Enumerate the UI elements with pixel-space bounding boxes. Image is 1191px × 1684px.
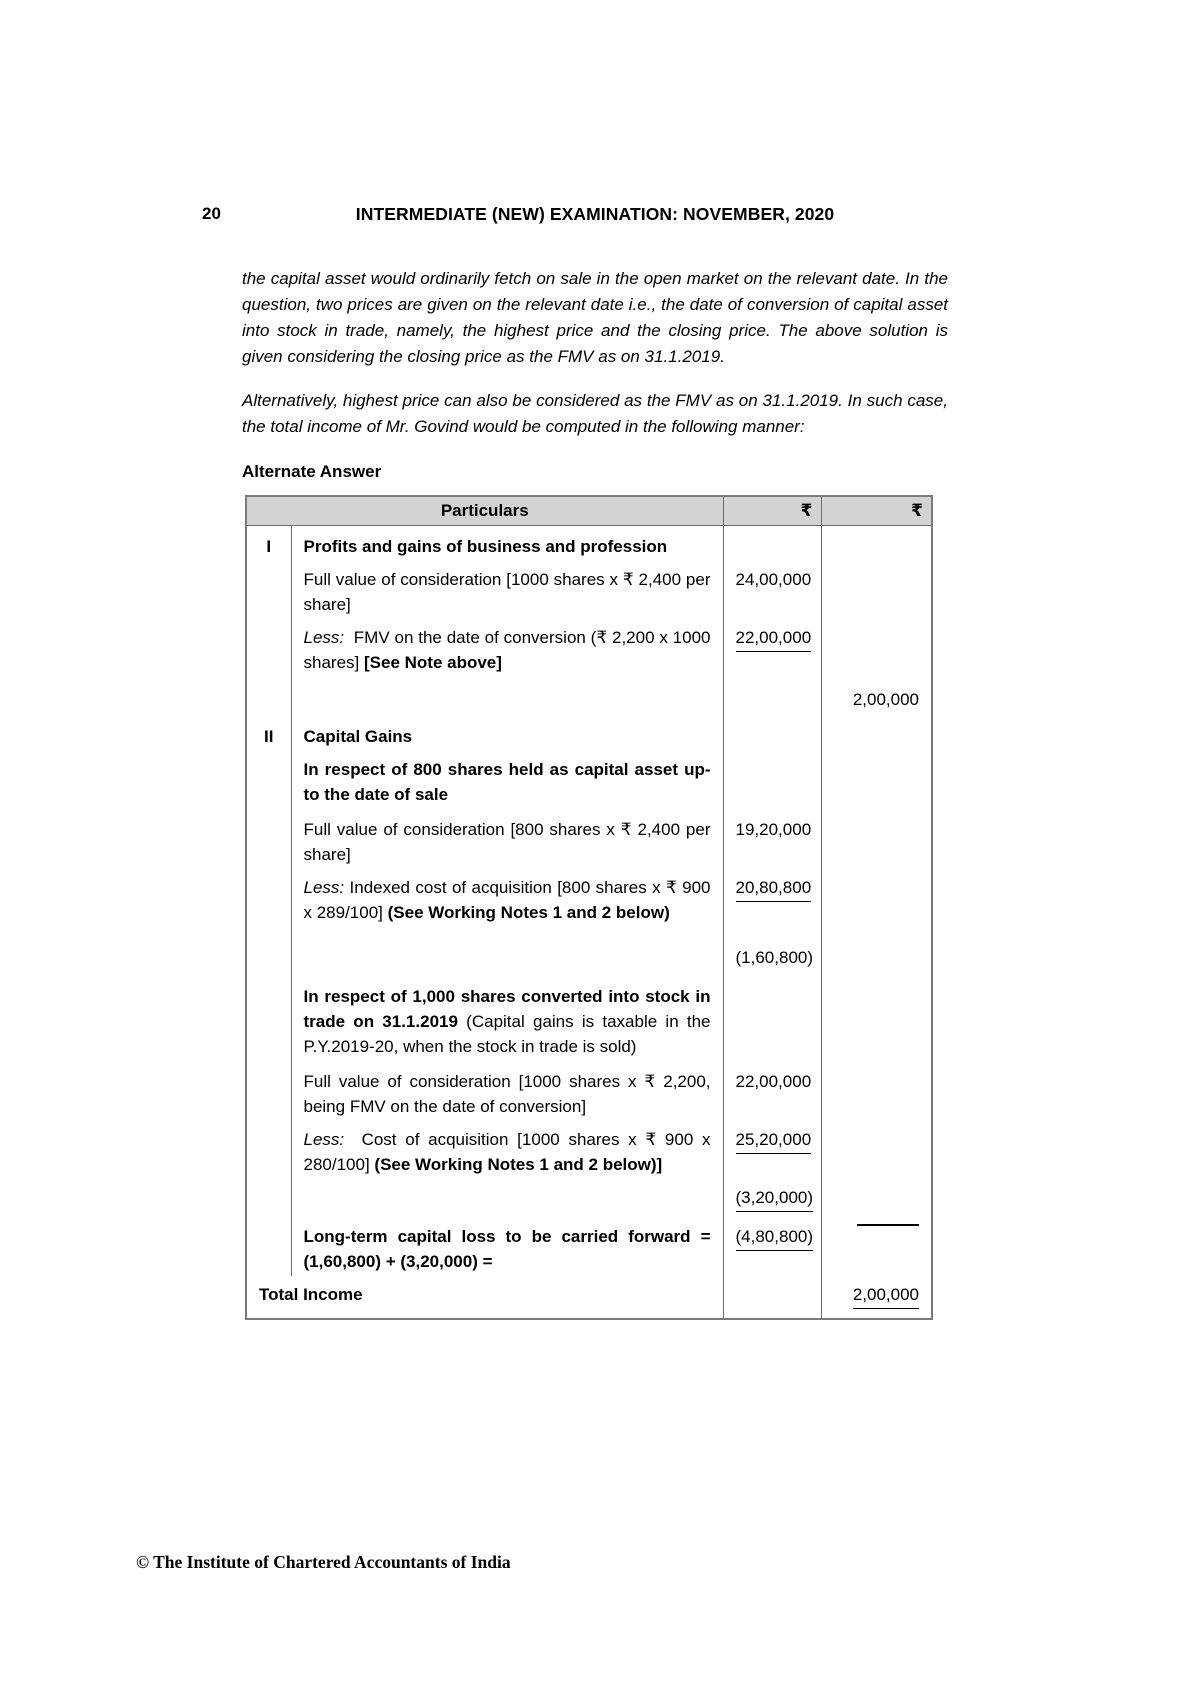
column-header-rupee-2: ₹ (821, 496, 932, 526)
amount-col2-cell (821, 869, 932, 927)
less-label: Less: (303, 1130, 345, 1149)
amount-col1-cell (723, 526, 821, 562)
page-header (202, 204, 948, 225)
table-row (246, 809, 932, 869)
row-number-cell: II (246, 714, 291, 751)
total-income-value-cell (821, 1276, 932, 1319)
column-header-rupee-1: ₹ (723, 496, 821, 526)
particulars-text: Indexed cost of acquisition [800 shares x ₹ 900 x 289/100] (303, 878, 711, 922)
particulars-cell (291, 869, 723, 927)
amount-col2-cell (821, 1121, 932, 1179)
table-header (246, 496, 932, 526)
amount-col1-cell (723, 677, 821, 714)
particulars-cell: Profits and gains of business and profession (291, 526, 723, 562)
particulars-cell (291, 619, 723, 677)
alternate-answer-heading: Alternate Answer (242, 462, 382, 481)
table-row (246, 1214, 932, 1276)
particulars-text: FMV on the date of conversion (₹ 2,200 x 1000 shares] (303, 628, 711, 672)
row-number-cell: I (246, 526, 291, 562)
table-row (246, 927, 932, 976)
amount-col2-cell (821, 526, 932, 562)
amount-col2-cell (821, 809, 932, 869)
underlined-amount: (3,20,000) (736, 1185, 814, 1212)
amount-col1-cell (723, 1179, 821, 1214)
row-number-cell (246, 619, 291, 677)
less-label: Less: (303, 878, 345, 897)
row-number-cell (246, 1214, 291, 1276)
amount-col2-cell (821, 927, 932, 976)
particulars-cell: Full value of consideration [1000 shares x ₹ 2,400 per share] (291, 561, 723, 619)
row-number-cell (246, 751, 291, 809)
amount-col2-cell (821, 976, 932, 1061)
amount-col1-cell (723, 619, 821, 677)
amount-col1-cell (723, 1121, 821, 1179)
row-number-cell (246, 869, 291, 927)
amount-col1-cell (723, 1276, 821, 1319)
bold-lead-text: In respect of 1,000 shares converted into stock in trade on 31.1.2019 (303, 987, 711, 1031)
row-number-cell (246, 1121, 291, 1179)
underlined-amount: 20,80,800 (736, 875, 812, 902)
column-header-particulars: Particulars (246, 496, 723, 526)
note-bold-text: (See Working Notes 1 and 2 below) (387, 903, 670, 922)
particulars-cell (291, 1179, 723, 1214)
total-income-value: 2,00,000 (853, 1282, 919, 1309)
underlined-amount: 25,20,000 (736, 1127, 812, 1154)
page-number: 20 (202, 204, 221, 223)
header-title: INTERMEDIATE (NEW) EXAMINATION: NOVEMBER, 2020 (355, 204, 835, 224)
amount-value: (1,60,800) (735, 948, 814, 967)
particulars-cell: Full value of consideration [1000 shares x ₹ 2,200, being FMV on the date of conversion] (291, 1061, 723, 1121)
footer-copyright: © The Institute of Chartered Accountants of India (136, 1552, 511, 1572)
table-body (246, 526, 932, 1320)
particulars-text: (Capital gains is taxable in the P.Y.2019-20, when the stock in trade is sold) (303, 1012, 711, 1056)
table-row (246, 869, 932, 927)
note-bold-text: [See Note above] (363, 653, 502, 672)
row-number-cell (246, 1061, 291, 1121)
table-row (246, 561, 932, 619)
row-number-cell (246, 561, 291, 619)
table-header-row (246, 496, 932, 526)
amount-col2-cell (821, 1061, 932, 1121)
amount-col1-cell (723, 561, 821, 619)
table-row (246, 526, 932, 562)
amount-col1-cell (723, 976, 821, 1061)
table-row (246, 619, 932, 677)
note-bold-text: (See Working Notes 1 and 2 below)] (374, 1155, 663, 1174)
amount-col1-cell (723, 1061, 821, 1121)
amount-col1-cell (723, 927, 821, 976)
particulars-cell: In respect of 800 shares held as capital asset up-to the date of sale (291, 751, 723, 809)
amount-col1-cell (723, 751, 821, 809)
total-income-label: Total Income (246, 1276, 723, 1319)
intro-paragraph-2: Alternatively, highest price can also be considered as the FMV as on 31.1.2019. In such case, the total income of Mr. Govind would be computed in the following manner: (242, 391, 948, 436)
table-row (246, 1121, 932, 1179)
amount-col1-cell (723, 714, 821, 751)
alternate-answer-table (245, 495, 933, 1320)
amount-underline-rule (857, 1224, 919, 1226)
particulars-cell (291, 927, 723, 976)
amount-col2-cell (821, 619, 932, 677)
row-number-cell (246, 677, 291, 714)
amount-col2-cell (821, 714, 932, 751)
particulars-cell: Long-term capital loss to be carried forward = (1,60,800) + (3,20,000) = (291, 1214, 723, 1276)
table-row-total (246, 1276, 932, 1319)
amount-col2-cell (821, 561, 932, 619)
amount-col2-cell (821, 1179, 932, 1214)
table-row (246, 976, 932, 1061)
row-number-cell (246, 809, 291, 869)
row-number-cell (246, 976, 291, 1061)
amount-value: 22,00,000 (735, 1072, 812, 1091)
particulars-cell: Full value of consideration [800 shares x ₹ 2,400 per share] (291, 809, 723, 869)
amount-col1-cell (723, 809, 821, 869)
underlined-amount: 22,00,000 (736, 625, 812, 652)
particulars-cell (291, 1121, 723, 1179)
particulars-cell (291, 677, 723, 714)
amount-value: 24,00,000 (735, 570, 812, 589)
table-row (246, 1061, 932, 1121)
row-number-cell (246, 927, 291, 976)
table-row (246, 714, 932, 751)
row-number-cell (246, 1179, 291, 1214)
less-label: Less: (303, 628, 345, 647)
table-row (246, 1179, 932, 1214)
underlined-amount: (4,80,800) (736, 1224, 814, 1251)
particulars-cell: Capital Gains (291, 714, 723, 751)
amount-value: 19,20,000 (735, 820, 812, 839)
amount-col1-cell (723, 1214, 821, 1276)
amount-col2-cell (821, 1214, 932, 1276)
table-row (246, 677, 932, 714)
page-content (242, 266, 948, 1320)
particulars-cell (291, 976, 723, 1061)
amount-col1-cell (723, 869, 821, 927)
particulars-text: Cost of acquisition [1000 shares x ₹ 900 x 280/100] (303, 1130, 711, 1174)
table-row (246, 751, 932, 809)
amount-col2-cell (821, 677, 932, 714)
intro-paragraph-1: the capital asset would ordinarily fetch on sale in the open market on the relevant date. In the question, two prices are given on the relevant date i.e., the date of conversion of capital asset into stock in trade, namely, the highest price and the closing price. The above solution is given considering the closing price as the FMV as on 31.1.2019. (242, 269, 948, 366)
amount-col2-cell (821, 751, 932, 809)
amount-value: 2,00,000 (852, 690, 920, 709)
